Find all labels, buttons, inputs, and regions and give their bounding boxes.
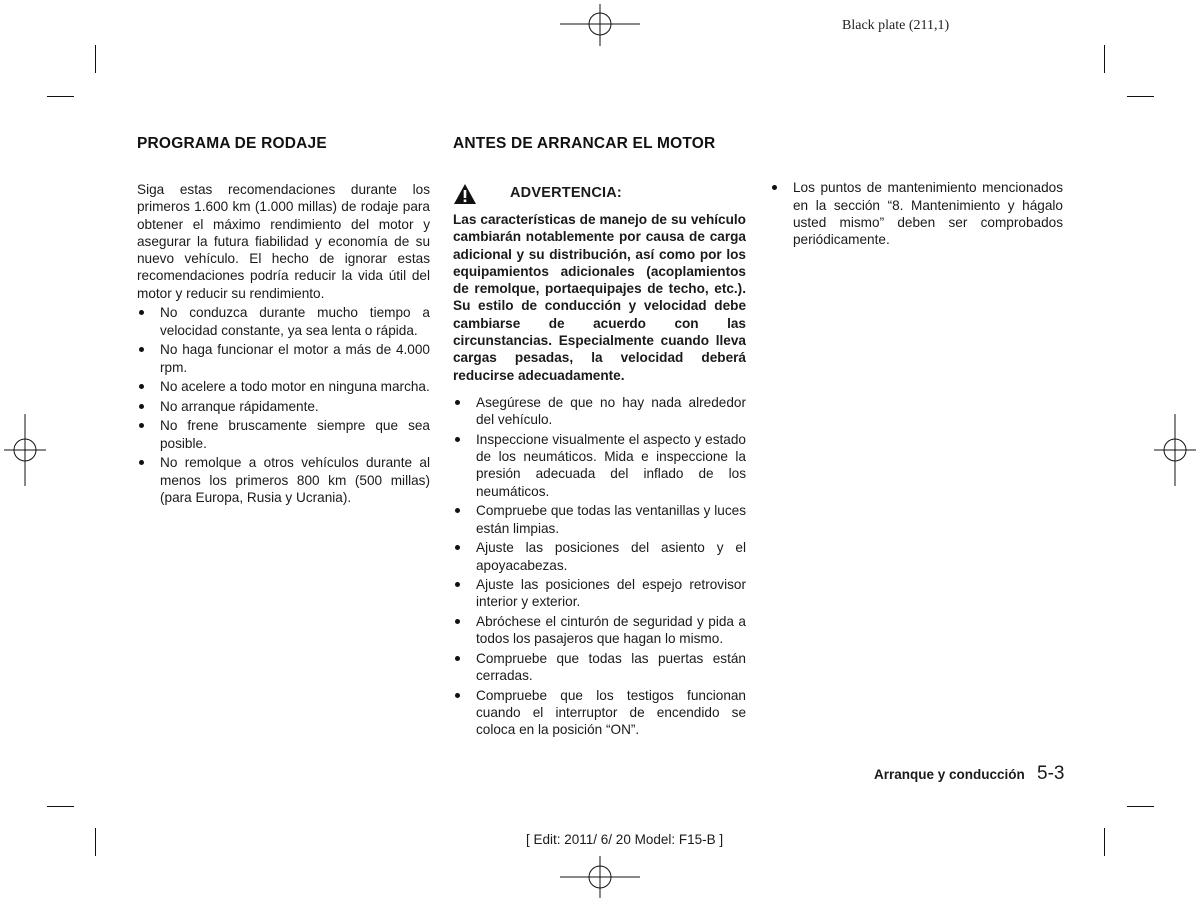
right-column	[770, 177, 1063, 248]
warning-text: Las características de manejo de su vehículo cambiarán notablemente por causa de carga adicional y su distribución, así como por los equipamientos adicionales (acoplamientos de remolque, portaequipajes de techo, etc.). Su estilo de conducción y velocidad debe cambiarse de acuerdo con las circunstancias. Especialmente cuando lleva cargas pesadas, la velocidad deberá reducirse adecuadamente.	[453, 212, 746, 383]
plate-label: Black plate (211,1)	[842, 18, 950, 33]
left-bullet-list	[137, 304, 430, 506]
crop-mark	[47, 96, 74, 97]
warning-header	[453, 182, 746, 206]
crop-mark	[1127, 96, 1154, 97]
bullet-item: Compruebe que todas las ventanillas y luces están limpias.	[453, 502, 746, 537]
bullet-item: Ajuste las posiciones del espejo retrovisor interior y exterior.	[453, 576, 746, 611]
footer-section-name: Arranque y conducción	[874, 767, 1025, 782]
registration-mark-left-icon	[4, 414, 46, 486]
bullet-item: Inspeccione visualmente el aspecto y estado de los neumáticos. Mida e inspeccione la presión adecuada del inflado de los neumáticos.	[453, 431, 746, 500]
crop-mark	[95, 828, 96, 856]
page-number: 5-3	[1037, 763, 1065, 784]
bullet-item: Compruebe que los testigos funcionan cuando el interruptor de encendido se coloca en la posición “ON”.	[453, 687, 746, 739]
section-heading-rodaje: PROGRAMA DE RODAJE	[137, 135, 327, 152]
crop-mark	[1104, 828, 1105, 856]
crop-mark	[1104, 45, 1105, 73]
bullet-item: No conduzca durante mucho tiempo a velocidad constante, ya sea lenta o rápida.	[137, 304, 430, 339]
bullet-item: Los puntos de mantenimiento mencionados en la sección “8. Mantenimiento y hágalo usted mismo” deben ser comprobados periódicamente.	[770, 179, 1063, 248]
intro-paragraph: Siga estas recomendaciones durante los primeros 1.600 km (1.000 millas) de rodaje para obtener el máximo rendimiento del motor y asegurar la futura fiabilidad y economía de su nuevo vehículo. El hecho de ignorar estas recomendaciones podría reducir la vida útil del motor y reducir su rendimiento.	[137, 182, 430, 301]
bullet-item: Asegúrese de que no hay nada alrededor del vehículo.	[453, 394, 746, 429]
bullet-item: No frene bruscamente siempre que sea posible.	[137, 417, 430, 452]
left-column	[137, 181, 430, 506]
bullet-item: Abróchese el cinturón de seguridad y pida a todos los pasajeros que hagan lo mismo.	[453, 613, 746, 648]
crop-mark	[1127, 806, 1154, 807]
registration-mark-bottom-icon	[560, 856, 640, 898]
right-bullet-list	[770, 179, 1063, 248]
edit-line: [ Edit: 2011/ 6/ 20 Model: F15-B ]	[526, 832, 724, 847]
crop-mark	[95, 45, 96, 73]
bullet-item: No acelere a todo motor en ninguna marcha.	[137, 378, 430, 395]
middle-column	[453, 182, 746, 739]
registration-mark-top-icon	[560, 4, 640, 46]
middle-bullet-list	[453, 394, 746, 739]
bullet-item: No haga funcionar el motor a más de 4.000 rpm.	[137, 341, 430, 376]
section-heading-antes-de-arrancar: ANTES DE ARRANCAR EL MOTOR	[453, 135, 716, 152]
bullet-item: Ajuste las posiciones del asiento y el apoyacabezas.	[453, 539, 746, 574]
warning-title: ADVERTENCIA:	[510, 185, 622, 202]
bullet-item: No remolque a otros vehículos durante al menos los primeros 800 km (500 millas) (para Europa, Rusia y Ucrania).	[137, 454, 430, 506]
warning-triangle-icon	[453, 183, 477, 205]
crop-mark	[47, 806, 74, 807]
bullet-item: Compruebe que todas las puertas están cerradas.	[453, 650, 746, 685]
registration-mark-right-icon	[1154, 414, 1196, 486]
bullet-item: No arranque rápidamente.	[137, 398, 430, 415]
